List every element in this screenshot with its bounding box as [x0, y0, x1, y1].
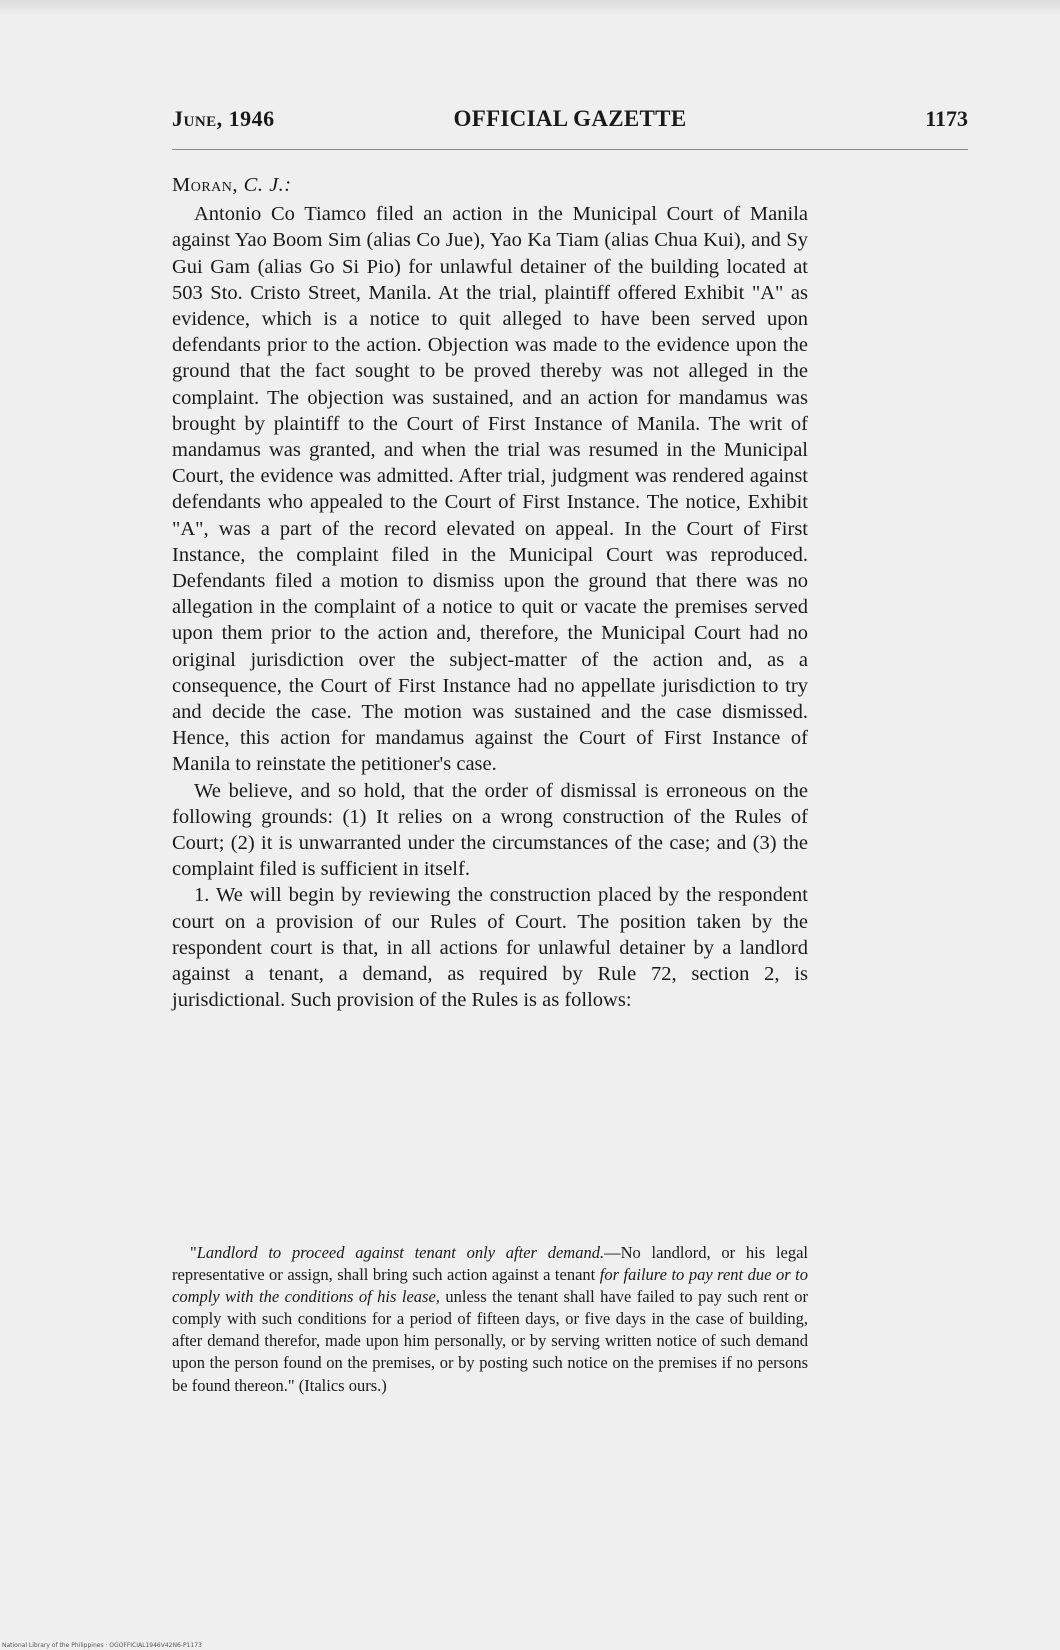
judge-byline	[172, 172, 808, 198]
quote-section-title: Landlord to proceed against tenant only after demand.	[196, 1243, 605, 1262]
paragraph-holding: We believe, and so hold, that the order of dismissal is erroneous on the following grounds: (1) It relies on a wrong construction of the Rules of Court; (2) it is unwarranted under the circumstances of the case; and (3) the complaint filed is sufficient in itself.	[172, 779, 808, 881]
scan-edge	[0, 0, 1060, 16]
scan-footer-note: National Library of the Philippines · OGOFFICIAL1946V42N6-P1173	[2, 1642, 202, 1649]
header-rule	[172, 149, 968, 150]
quote-italic-text: for failure to pay rent due or to comply with the conditions of his lease,	[172, 1265, 809, 1307]
quote-text-part-1: —No landlord, or his legal representative or assign, shall bring such action against a tenant	[172, 1243, 809, 1285]
judge-name: Moran,	[172, 174, 239, 196]
judge-title: C. J.:	[243, 174, 292, 196]
header-date: June, 1946	[172, 106, 275, 131]
paragraph-facts: Antonio Co Tiamco filed an action in the Municipal Court of Manila against Yao Boom Sim (alias Co Jue), Yao Ka Tiam (alias Chua Kui), and Sy Gui Gam (alias Go Si Pio) for unlawful detainer of the building located at 503 Sto. Cristo Street, Manila. At the trial, plaintiff offered Exhibit "A" as evidence, which is a notice to quit alleged to have been served upon defendants prior to the action. Objection was made to the evidence upon the ground that the fact sought to be proved thereby was not alleged in the complaint. The objection was sustained, and an action for mandamus was brought by plaintiff to the Court of First Instance of Manila. The writ of mandamus was granted, and when the trial was resumed in the Municipal Court, the evidence was admitted. After trial, judgment was rendered against defendants who appealed to the Court of First Instance. The notice, Exhibit "A", was a part of the record elevated on appeal. In the Court of First Instance, the complaint filed in the Municipal Court was reproduced. Defendants filed a motion to dismiss upon the ground that there was no allegation in the complaint of a notice to quit or vacate the premises served upon them prior to the action and, therefore, the Municipal Court had no original jurisdiction over the subject-matter of the action and, as a consequence, the Court of First Instance had no appellate jurisdiction to try and decide the case. The motion was sustained and the case dismissed. Hence, this action for mandamus against the Court of First Instance of Manila to reinstate the petitioner's case.	[172, 203, 808, 776]
paragraph-construction: 1. We will begin by reviewing the construction placed by the respondent court on a provision of our Rules of Court. The position taken by the respondent court is that, in all actions for unlawful detainer by a landlord against a tenant, a demand, as required by Rule 72, section 2, is jurisdictional. Such provision of the Rules is as follows:	[172, 884, 808, 1012]
quote-open-mark: "	[190, 1243, 197, 1262]
rule-quotation	[172, 1242, 808, 1397]
header-publication-title: OFFICIAL GAZETTE	[453, 106, 687, 131]
decision-body	[172, 172, 808, 1014]
running-header	[172, 106, 968, 138]
quote-text-part-2: unless the tenant shall have failed to pay such rent or comply with such conditions for a period of fifteen days, or five days in the case of building, after demand therefor, made upon him personally, or by serving written notice of such demand upon the person found on the premises, or by posting such notice on the premises if no persons be found thereon." (Italics ours.)	[172, 1287, 808, 1395]
header-page-number: 1173	[925, 106, 968, 131]
